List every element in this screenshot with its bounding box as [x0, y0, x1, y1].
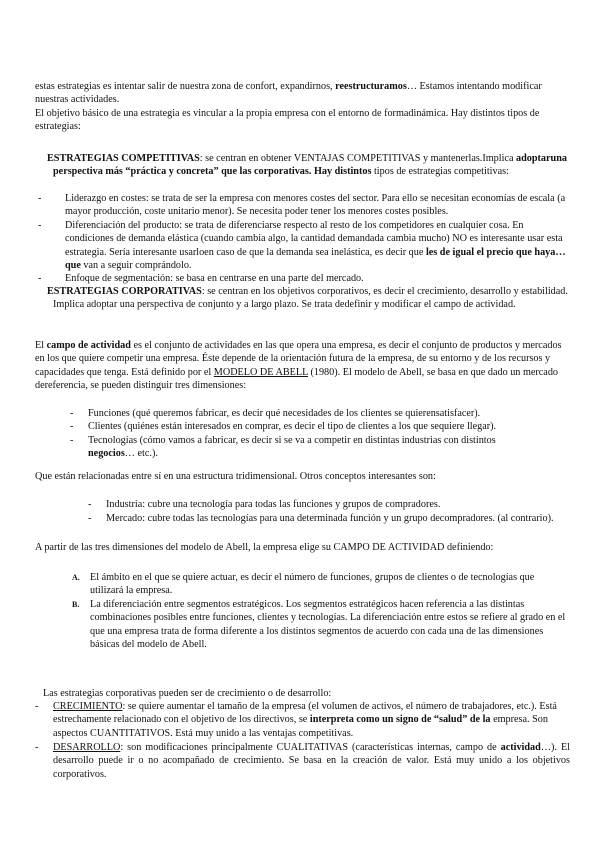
bold-text: reestructuramos	[335, 81, 407, 92]
list-item	[38, 272, 568, 285]
intro-paragraph-2: El objetivo básico de una estrategia es vincular a la propia empresa con el entorno de formadinámica. Hay distintos tipos de estrategias:	[35, 108, 540, 133]
text: El	[35, 340, 47, 351]
bullet-dash: -	[88, 513, 92, 524]
list-item	[70, 420, 570, 433]
text: Diferenciación del producto: se trata de diferenciarse respecto al resto de los competidores en cualquier cosa. En condiciones de demanda elástica (cuando cambia algo, la cantidad demandada cambia mucho) NO es interesante usar esta estrategia. Sería interesante usarloen caso de que la demanda sea inelástica, es decir que	[65, 220, 563, 258]
list-marker: A.	[72, 573, 80, 582]
bullet-text	[88, 434, 540, 461]
list-marker: B.	[72, 600, 80, 609]
bullet-dash: -	[38, 273, 42, 284]
competitivas-paragraph	[47, 152, 573, 179]
text: estas estrategias es intentar salir de nuestra zona de confort, expandirnos,	[35, 81, 336, 92]
bullet-text: Enfoque de segmentación: se basa en centrarse en una parte del mercado.	[65, 273, 364, 284]
bold-text: adoptaruna perspectiva más “práctica y concreta” que las corporativas. Hay distintos	[53, 153, 567, 178]
desarrollo-title: DESARROLLO	[53, 742, 121, 753]
text: (1980). El modelo de Abell, se basa en que dado un mercado dereferencia, se pueden distinguir tres dimensiones:	[35, 366, 559, 392]
text: van a seguir comprándolo.	[80, 260, 192, 272]
bullet-dash: -	[88, 499, 92, 510]
text: Tecnologías (cómo vamos a fabricar, es decir si se va a competir en distintas industrias con distintos	[88, 435, 496, 446]
corporativas-paragraph	[47, 285, 573, 312]
bold-text: campo de actividad	[46, 340, 131, 351]
bold-text: actividad	[500, 742, 541, 753]
bold-text: interpreta como un signo de “salud” de la	[309, 714, 491, 726]
tipos-corporativas-paragraph: Las estrategias corporativas pueden ser de crecimiento o de desarrollo:	[43, 688, 332, 699]
bullet-dash: -	[38, 220, 42, 231]
apartir-paragraph: A partir de las tres dimensiones del modelo de Abell, la empresa elige su CAMPO DE ACTIVIDAD definiendo:	[35, 542, 494, 553]
bullet-dash: -	[70, 421, 74, 432]
text: … Estamos intentando modificar nuestras actividades.	[35, 81, 542, 106]
list-item-crecimiento	[35, 700, 570, 740]
text: : se centran en obtener VENTAJAS COMPETITIVAS y mantenerlas.Implica	[199, 153, 517, 164]
modelo-abell-underlined: MODELO DE ABELL	[213, 366, 308, 378]
list-item	[88, 498, 568, 511]
bullet-text	[53, 700, 570, 740]
campo-paragraph	[35, 339, 570, 393]
text: …). El desarrollo puede ir o no acompañado de crecimiento. Se basa en la creación de valor. Está muy unido a los objetivos corporativos.	[53, 742, 570, 780]
relacion-paragraph: Que están relacionadas entre sí en una estructura tridimensional. Otros conceptos interesantes son:	[35, 471, 436, 482]
bullet-text: Mercado: cubre todas las tecnologías para una determinada función y un grupo decompradores. (al contrario).	[106, 513, 554, 524]
list-item	[70, 434, 540, 461]
list-item-b	[72, 598, 567, 652]
list-item	[38, 219, 568, 273]
intro-paragraph-1	[35, 80, 570, 107]
bullet-dash: -	[35, 742, 39, 753]
bullet-dash: -	[35, 701, 39, 712]
bullet-text: Industria: cubre una tecnología para todas las funciones y grupos de compradores.	[106, 499, 441, 510]
text: … etc.).	[124, 448, 158, 460]
list-text: La diferenciación entre segmentos estratégicos. Los segmentos estratégicos hacen referencia a las distintas combinaciones posibles entre funciones, clientes y tecnologías. La diferenciación entre estos se refiere al grado en el que una empresa trata de forma diferente a los distintos segmentos de acuerdo con cada una de las dimensiones básicas del modelo de Abell.	[90, 599, 566, 651]
bullet-dash: -	[70, 408, 74, 419]
text: tipos de estrategias competitivas:	[371, 166, 509, 178]
bullet-text	[65, 219, 568, 273]
list-item-desarrollo	[35, 741, 570, 781]
list-item-a	[72, 571, 567, 598]
bullet-dash: -	[38, 193, 42, 204]
text: : se centran en los objetivos corporativos, es decir el crecimiento, desarrollo y estabilidad. Implica adoptar una perspectiva de conjunto y a largo plazo. Se trata dedefinir y modificar el campo de actividad.	[53, 286, 568, 311]
text: : son modificaciones principalmente CUALITATIVAS (características internas, campo de	[120, 742, 501, 753]
text: : se quiere aumentar el tamaño de la empresa (el volumen de activos, el número de trabajadores, etc.). Está estrechamente relacionado con el objetivo de los directivos, se	[53, 701, 557, 726]
competitivas-title: ESTRATEGIAS COMPETITIVAS	[47, 153, 200, 164]
crecimiento-title: CRECIMIENTO	[53, 701, 123, 712]
text: empresa. Son aspectos CUANTITATIVOS. Está muy unido a las ventajas competitivas.	[53, 714, 548, 739]
bullet-text: Liderazgo en costes: se trata de ser la empresa con menores costes del sector. Para ello se necesitan economías de escala (a mayor producción, coste unitario menor). Se necesita poder tener los menores costes posibles.	[65, 193, 566, 218]
bullet-text	[53, 741, 570, 781]
corporativas-title: ESTRATEGIAS CORPORATIVAS	[47, 286, 202, 297]
bullet-text: Clientes (quiénes están interesados en comprar, es decir el tipo de clientes a los que sequiere llegar).	[88, 421, 497, 432]
bold-text: negocios	[88, 448, 125, 460]
list-item	[70, 407, 570, 420]
text: es el conjunto de actividades en las que opera una empresa, es decir el conjunto de productos y mercados en los que quiere competir una empresa. Éste depende de la orientación futura de la empresa, de su entorno y de los recursos y capacidades que tenga. Está definido por el	[35, 340, 562, 378]
bullet-dash: -	[70, 435, 74, 446]
bullet-text: Funciones (qué queremos fabricar, es decir qué necesidades de los clientes se quierensatisfacer).	[88, 408, 481, 419]
list-text: El ámbito en el que se quiere actuar, es decir el número de funciones, grupos de clientes o de tecnologías que utilizará la empresa.	[90, 572, 535, 597]
list-item	[88, 512, 568, 525]
list-item	[38, 192, 568, 219]
bold-text: les de igual el precio que haya… que	[65, 246, 566, 272]
